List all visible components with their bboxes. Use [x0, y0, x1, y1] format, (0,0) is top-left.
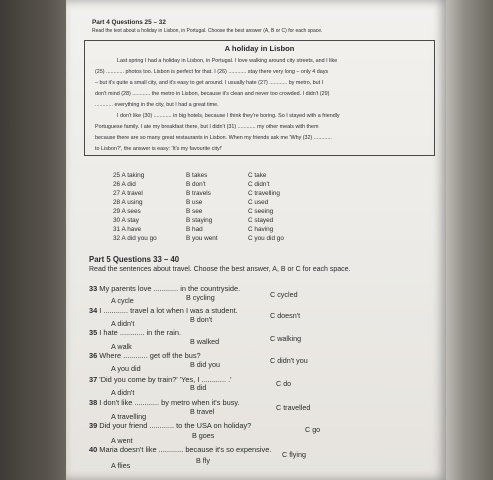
- answer-b: B don't: [190, 315, 213, 324]
- passage-line: Last spring I had a holiday in Lisbon, in Portugal. I love walking around city streets, and I like: [117, 58, 338, 64]
- answer-a: A travelling: [111, 412, 147, 421]
- option-a: 28 A using: [113, 199, 143, 206]
- passage-title: A holiday in Lisbon: [224, 44, 295, 53]
- passage-line: because there are so many great restaurants in Lisbon. When my friends ask me 'Why (32) ............: [95, 135, 332, 141]
- background-right: [446, 0, 493, 480]
- option-c: C stayed: [248, 217, 274, 224]
- question-36: 36 Where ............ get off the bus?: [89, 351, 201, 360]
- option-c: C travelling: [248, 190, 280, 197]
- answer-b: B cycling: [186, 293, 215, 302]
- option-a: 32 A did you go: [113, 235, 157, 242]
- passage-line: to Lisbon?', the answer is easy: 'It's my favourite city!': [95, 146, 223, 152]
- option-a: 31 A have: [113, 226, 142, 233]
- answer-c: C didn't you: [270, 356, 308, 365]
- answer-a: A flies: [111, 461, 131, 470]
- option-b: B had: [186, 226, 203, 233]
- option-c: C didn't: [248, 181, 270, 188]
- option-a: 27 A travel: [113, 190, 143, 197]
- question-37: 37 'Did you come by train?' 'Yes, I ............ .': [89, 375, 232, 384]
- option-b: B travels: [186, 190, 211, 197]
- question-34: 34 I ............ travel a lot when I was a student.: [89, 306, 238, 315]
- question-33: 33 My parents love ............ in the countryside.: [89, 284, 241, 293]
- option-a: 26 A did: [113, 181, 136, 188]
- answer-b: B did: [190, 383, 207, 392]
- answer-b: B walked: [190, 337, 220, 346]
- answer-a: A didn't: [111, 388, 135, 397]
- option-a: 30 A stay: [113, 217, 139, 224]
- question-40: 40 Maria doesn't like ............ because it's so expensive.: [89, 445, 272, 454]
- option-c: C you did go: [248, 235, 284, 242]
- answer-b: B did you: [190, 360, 220, 369]
- answer-b: B goes: [192, 431, 215, 440]
- passage-line: don't mind (28) ............ the metro in Lisbon, because it's clean and never too crowded. I didn't (29): [95, 91, 330, 97]
- question-35: 35 I hate ............ in the rain.: [89, 328, 182, 337]
- answer-b: B fly: [196, 456, 210, 465]
- option-c: C take: [248, 172, 267, 179]
- option-b: B takes: [186, 172, 208, 179]
- passage-line: ............ everything in the city, but I had a great time.: [95, 102, 219, 108]
- answer-a: A you did: [111, 364, 141, 373]
- background-left: [0, 0, 66, 480]
- answer-c: C go: [305, 425, 321, 434]
- part5-heading: Part 5 Questions 33 – 40: [89, 255, 180, 264]
- question-38: 38 I don't like ............ by metro when it's busy.: [89, 398, 240, 407]
- option-c: C having: [248, 226, 274, 233]
- option-c: C seeing: [248, 208, 274, 215]
- answer-c: C cycled: [270, 290, 298, 299]
- passage-line: I don't like (30) ............ in big hotels, because I think they're boring. So I stayed with a friendly: [117, 113, 340, 119]
- answer-c: C walking: [270, 334, 302, 343]
- passage-line: – but it's quite a small city, and it's easy to get around. I usually hate (27) ............ by metro, but I: [95, 80, 324, 86]
- option-b: B see: [186, 208, 203, 215]
- passage-line: (25) ............ photos too. Lisbon is perfect for that. I (26) ............ stay there very long – only 4 days: [95, 69, 329, 75]
- option-a: 25 A taking: [113, 172, 145, 179]
- option-b: B use: [186, 199, 203, 206]
- option-b: B don't: [186, 181, 206, 188]
- part4-heading: Part 4 Questions 25 – 32: [92, 19, 166, 26]
- question-39: 39 Did your friend ............ to the USA on holiday?: [89, 421, 252, 430]
- part4-instruction: Read the text about a holiday in Lisbon, in Portugal. Choose the best answer (A, B or C) for each space.: [92, 28, 323, 34]
- option-a: 29 A sees: [113, 208, 141, 215]
- option-b: B you went: [186, 235, 218, 242]
- option-c: C used: [248, 199, 269, 206]
- answer-c: C doesn't: [270, 311, 301, 320]
- answer-b: B travel: [190, 407, 215, 416]
- answer-a: A walk: [111, 342, 132, 351]
- answer-c: C do: [276, 379, 292, 388]
- answer-a: A didn't: [111, 319, 135, 328]
- answer-c: C flying: [282, 450, 306, 459]
- part5-instruction: Read the sentences about travel. Choose the best answer, A, B or C for each space.: [89, 266, 351, 273]
- option-b: B staying: [186, 217, 213, 224]
- answer-a: A cycle: [111, 296, 134, 305]
- passage-line: Portuguese family. I ate my breakfast there, but I didn't (31) ............ my other meals with them: [95, 124, 319, 130]
- answer-c: C travelled: [276, 403, 311, 412]
- answer-a: A went: [111, 436, 133, 445]
